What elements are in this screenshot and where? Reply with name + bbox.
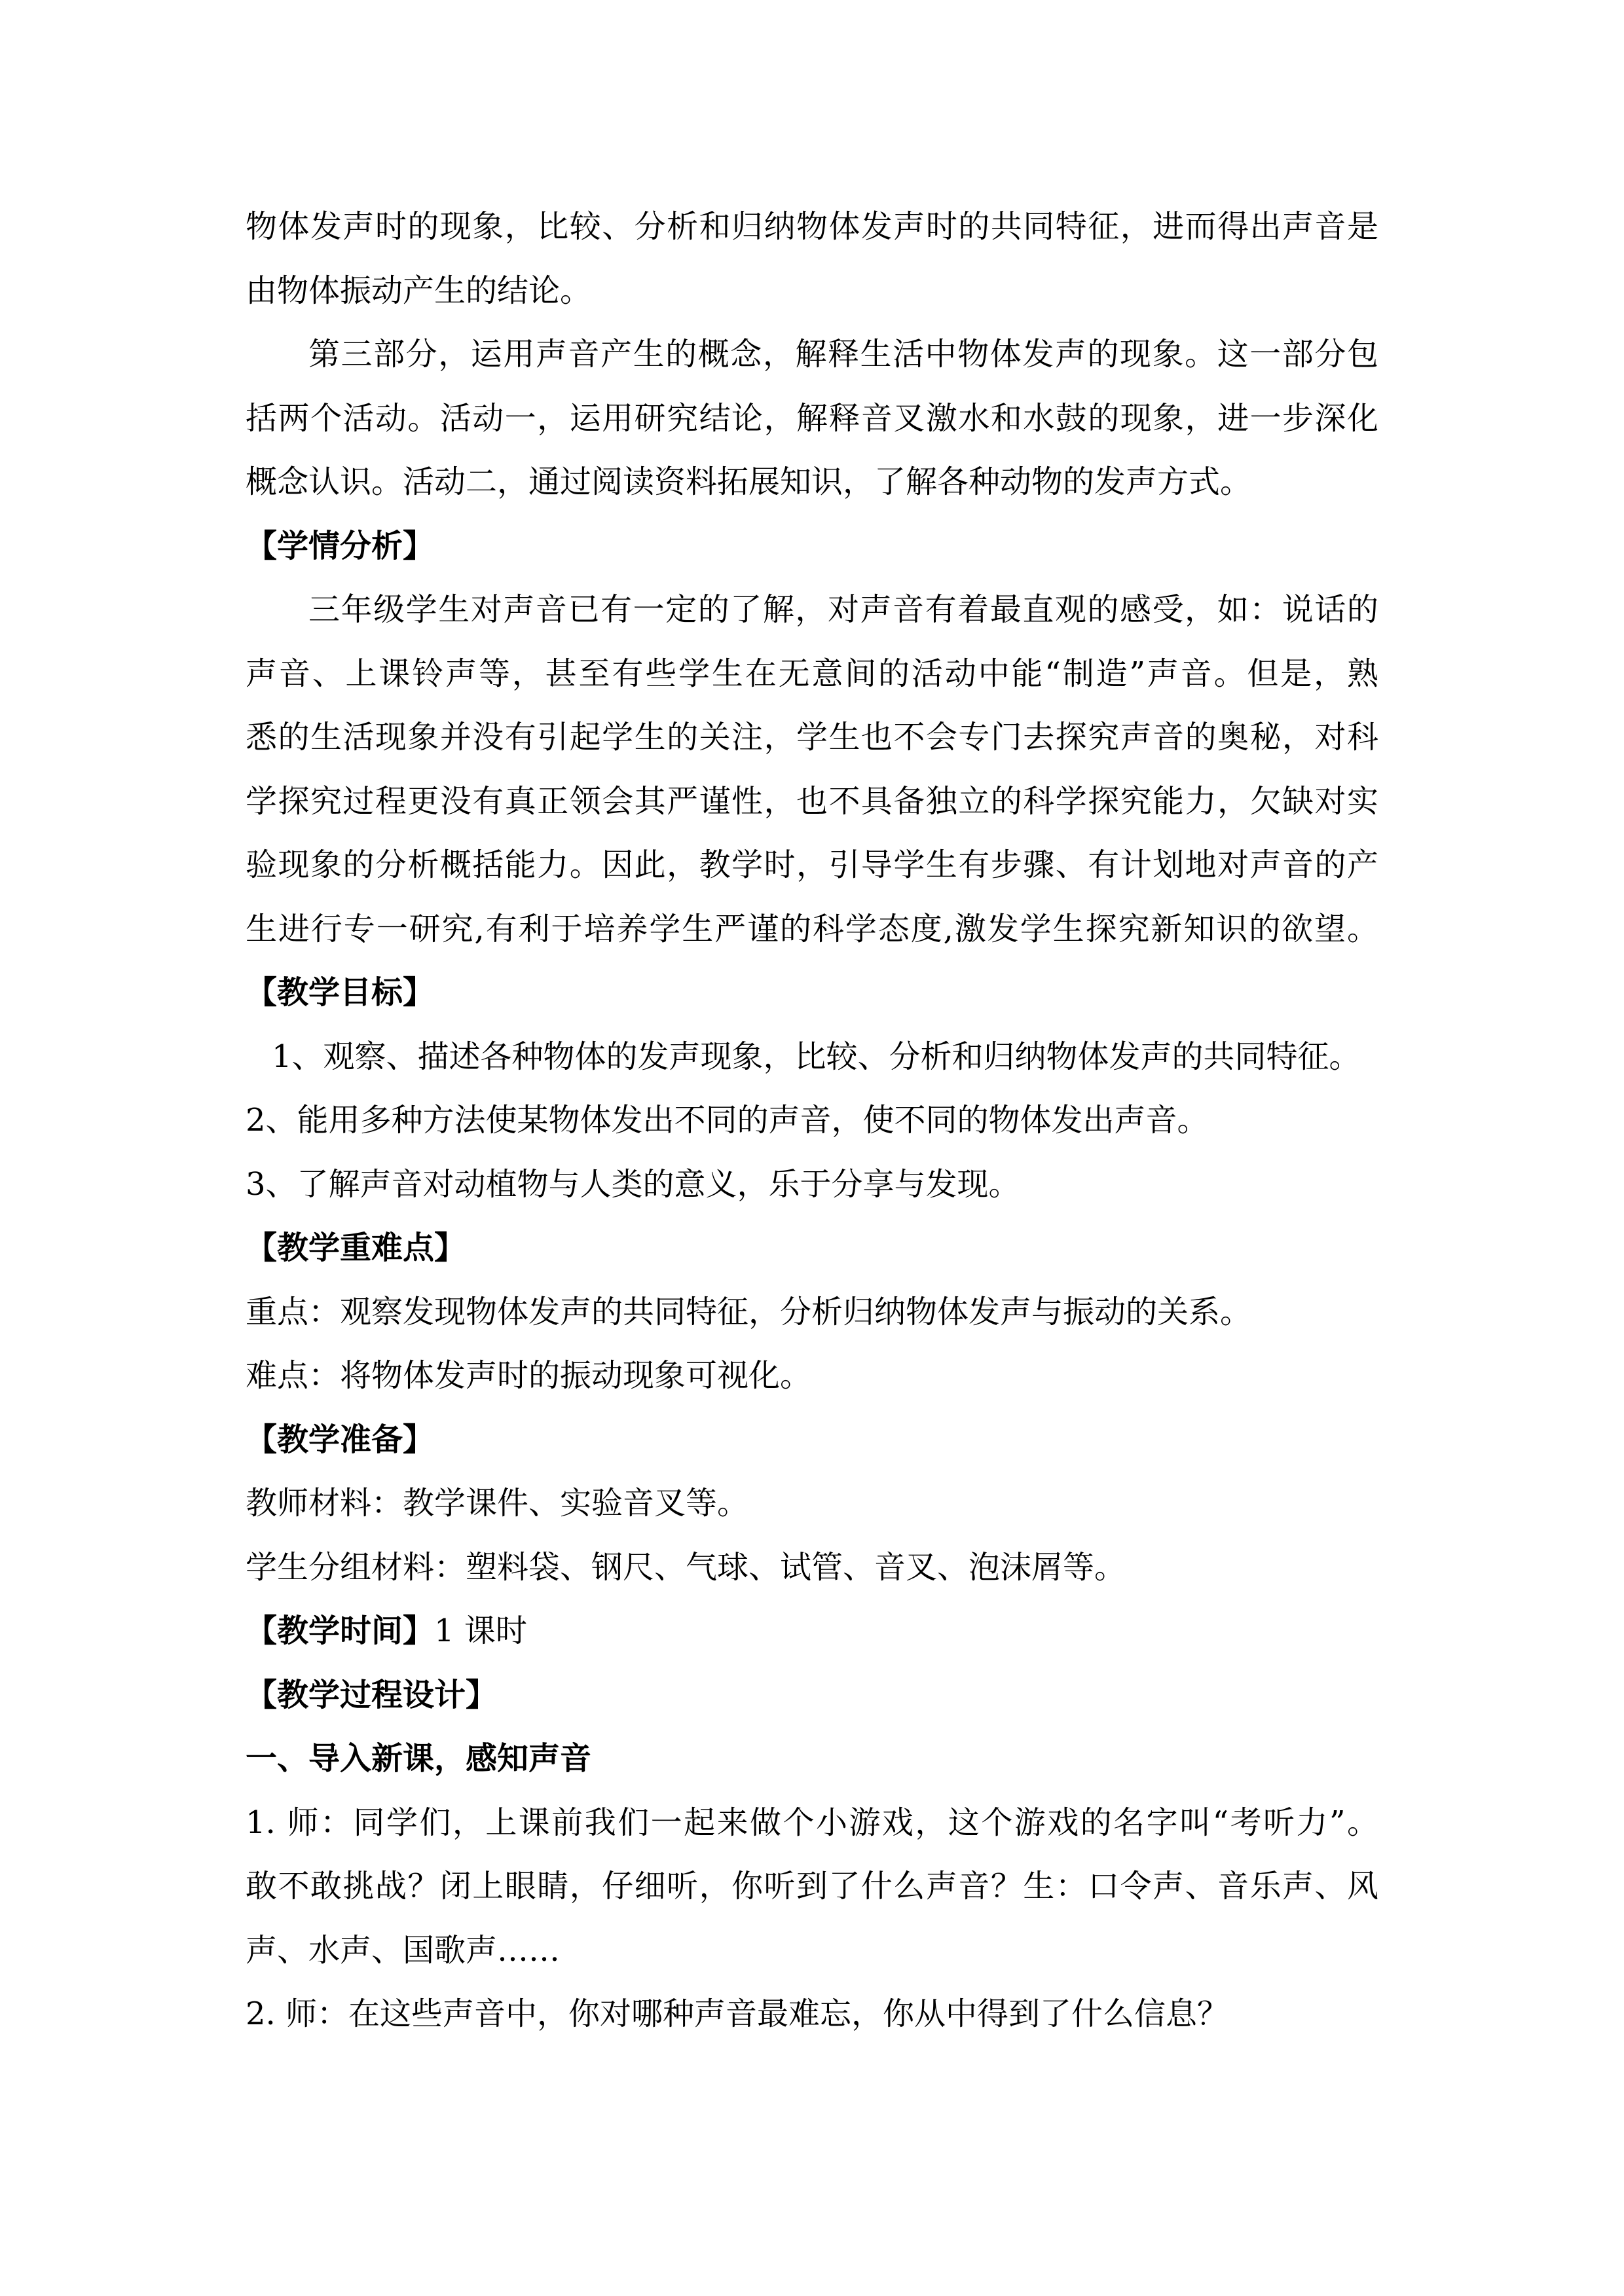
para-line: 括两个活动。活动一，运用研究结论，解释音叉激水和水鼓的现象，进一步深化 [246,399,1378,437]
list-item: 3、了解声音对动植物与人类的意义，乐于分享与发现。 [246,1165,1020,1203]
para-line: 概念认识。活动二，通过阅读资料拓展知识，了解各种动物的发声方式。 [246,464,1252,500]
para-line: 第三部分，运用声音产生的概念，解释生活中物体发声的现象。这一部分包 [308,336,1378,373]
para-line: 学生分组材料：塑料袋、钢尺、气球、试管、音叉、泡沫屑等。 [246,1548,1126,1586]
header-jiaoxue-zhunbei: 【教学准备】 [246,1421,435,1458]
header-jiaoxue-mubiao: 【教学目标】 [246,974,435,1011]
para-line: 生进行专一研究,有利于培养学生严谨的科学态度,激发学生探究新知识的欲望。 [246,910,1378,947]
para-line: 教师材料：教学课件、实验音叉等。 [246,1485,749,1522]
header-jiaoxue-guocheng-sheji: 【教学过程设计】 [246,1676,498,1713]
header-jiaoxue-shijian-label: 【教学时间】 [246,1613,435,1649]
para-line: 验现象的分析概括能力。因此，教学时，引导学生有步骤、有计划地对声音的产 [246,847,1378,883]
header-jiaoxue-shijian-value: 1 课时 [434,1613,527,1649]
para-line: 难点：将物体发声时的振动现象可视化。 [246,1357,812,1394]
para-line: 1. 师：同学们，上课前我们一起来做个小游戏，这个游戏的名字叫“考听力”。 [246,1804,1378,1841]
para-line: 敢不敢挑战？闭上眼睛，仔细听，你听到了什么声音？生：口令声、音乐声、风 [246,1868,1378,1904]
header-jiaoxue-shijian [246,1599,1378,1664]
para-line: 学探究过程更没有真正领会其严谨性，也不具备独立的科学探究能力，欠缺对实 [246,782,1378,820]
para-line: 声、水声、国歌声…… [246,1931,561,1969]
para-line: 声音、上课铃声等，甚至有些学生在无意间的活动中能“制造”声音。但是，熟 [246,655,1378,692]
header-jiaoxue-zhongnandian: 【教学重难点】 [246,1230,466,1266]
list-item: 1、观察、描述各种物体的发声现象，比较、分析和归纳物体发声的共同特征。 [272,1038,1361,1075]
heading-daoru-xinke: 一、导入新课，感知声音 [246,1740,592,1777]
header-xueqing-fenxi: 【学情分析】 [246,527,435,564]
document-body [246,195,1378,2047]
para-line: 重点：观察发现物体发声的共同特征，分析归纳物体发声与振动的关系。 [246,1293,1252,1330]
list-item: 2、能用多种方法使某物体发出不同的声音，使不同的物体发出声音。 [246,1102,1209,1139]
para-line: 三年级学生对声音已有一定的了解，对声音有着最直观的感受，如：说话的 [308,591,1378,628]
para-line: 由物体振动产生的结论。 [246,272,592,309]
para-line: 悉的生活现象并没有引起学生的关注，学生也不会专门去探究声音的奥秘，对科 [246,719,1378,756]
para-line: 2. 师：在这些声音中，你对哪种声音最难忘，你从中得到了什么信息？ [246,1995,1229,2032]
para-line: 物体发声时的现象，比较、分析和归纳物体发声时的共同特征，进而得出声音是 [246,208,1378,245]
